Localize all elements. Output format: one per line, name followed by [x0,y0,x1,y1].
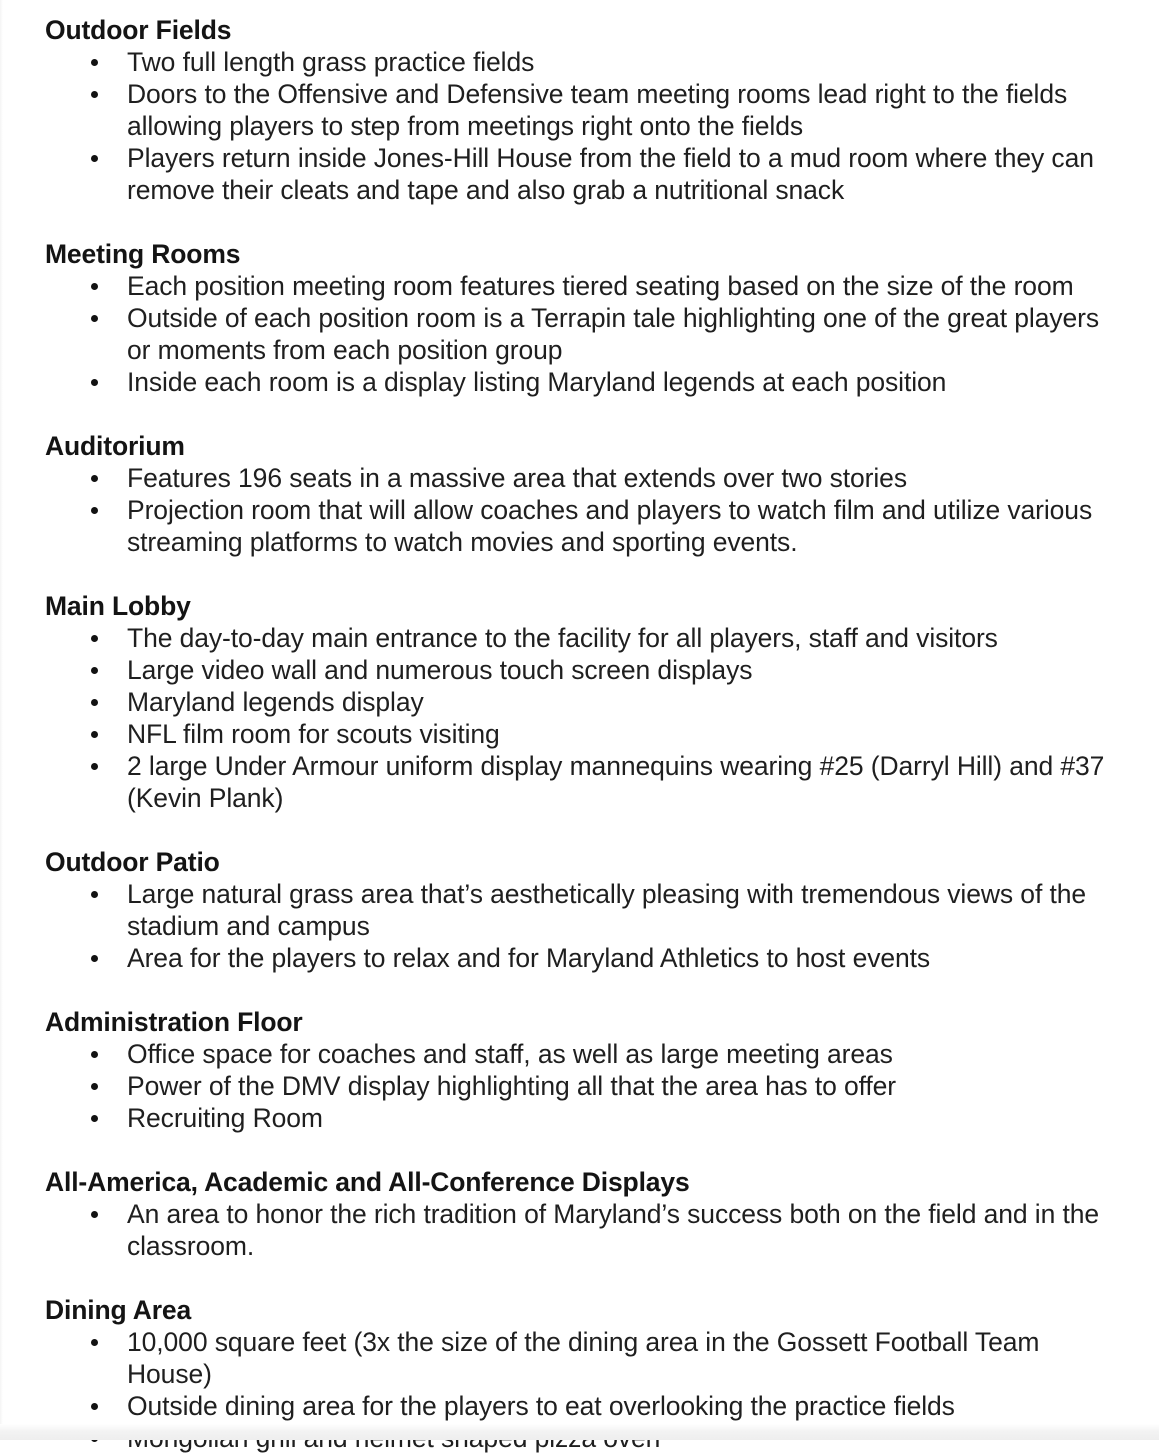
list-item-text: An area to honor the rich tradition of Maryland’s success both on the field and in the classroom. [127,1199,1100,1261]
list-item [45,142,1105,206]
list-item-text: Doors to the Offensive and Defensive team meeting rooms lead right to the fields allowing players to step from meetings right onto the fields [127,79,1068,141]
list-item-text: Outside dining area for the players to eat overlooking the practice fields [127,1391,955,1421]
page-bottom-edge [0,1424,1159,1440]
list-item-text: Large natural grass area that’s aesthetically pleasing with tremendous views of the stadium and campus [127,879,1087,941]
bullet-dot-icon [91,283,98,290]
list-item [45,366,1105,398]
document-section [45,846,1105,974]
list-item [45,302,1105,366]
page-left-edge [0,0,3,1440]
document-section [45,14,1105,206]
list-item [45,750,1105,814]
list-item-text: NFL film room for scouts visiting [127,719,500,749]
list-item-text: Power of the DMV display highlighting all that the area has to offer [127,1071,897,1101]
bullet-dot-icon [91,667,98,674]
list-item-text: 10,000 square feet (3x the size of the dining area in the Gossett Football Team House) [127,1327,1040,1389]
document-section [45,430,1105,558]
list-item [45,46,1105,78]
list-item [45,1102,1105,1134]
list-item-text: Large video wall and numerous touch screen displays [127,655,753,685]
document-section [45,590,1105,814]
bullet-dot-icon [91,475,98,482]
bullet-dot-icon [91,1339,98,1346]
bullet-list [45,462,1105,558]
list-item [45,1390,1105,1422]
bullet-dot-icon [91,1115,98,1122]
bullet-dot-icon [91,1403,98,1410]
list-item-text: Each position meeting room features tiered seating based on the size of the room [127,271,1074,301]
bullet-dot-icon [91,315,98,322]
bullet-dot-icon [91,91,98,98]
bullet-dot-icon [91,155,98,162]
bullet-dot-icon [91,59,98,66]
bullet-dot-icon [91,507,98,514]
list-item-text: Outside of each position room is a Terrapin tale highlighting one of the great players or moments from each position group [127,303,1100,365]
list-item-text: Features 196 seats in a massive area that extends over two stories [127,463,907,493]
bullet-list [45,622,1105,814]
list-item [45,622,1105,654]
bullet-dot-icon [91,699,98,706]
list-item-text: Players return inside Jones-Hill House from the field to a mud room where they can remove their cleats and tape and also grab a nutritional snack [127,143,1094,205]
list-item-text: The day-to-day main entrance to the facility for all players, staff and visitors [127,623,998,653]
list-item [45,942,1105,974]
bullet-dot-icon [91,1083,98,1090]
list-item-text: Recruiting Room [127,1103,323,1133]
section-heading: Outdoor Fields [45,15,232,45]
list-item [45,686,1105,718]
bullet-dot-icon [91,1211,98,1218]
bullet-dot-icon [91,955,98,962]
bullet-dot-icon [91,379,98,386]
bullet-dot-icon [91,635,98,642]
bullet-list [45,1198,1105,1262]
bullet-dot-icon [91,763,98,770]
document-section [45,1166,1105,1262]
document-body [45,14,1105,1454]
list-item-text: 2 large Under Armour uniform display mannequins wearing #25 (Darryl Hill) and #37 (Kevin Plank) [127,751,1105,813]
document-section [45,238,1105,398]
bullet-dot-icon [91,731,98,738]
section-heading: Outdoor Patio [45,847,220,877]
list-item [45,78,1105,142]
list-item [45,494,1105,558]
bullet-list [45,1038,1105,1134]
bullet-list [45,46,1105,206]
section-heading: Main Lobby [45,591,191,621]
list-item [45,718,1105,750]
list-item-text: Office space for coaches and staff, as well as large meeting areas [127,1039,893,1069]
list-item [45,270,1105,302]
section-heading: All-America, Academic and All-Conference Displays [45,1167,690,1197]
list-item-text: Area for the players to relax and for Maryland Athletics to host events [127,943,931,973]
list-item [45,1070,1105,1102]
list-item-text: Two full length grass practice fields [127,47,535,77]
bullet-dot-icon [91,1051,98,1058]
list-item [45,654,1105,686]
list-item-text: Inside each room is a display listing Maryland legends at each position [127,367,947,397]
document-section [45,1006,1105,1134]
bullet-dot-icon [91,891,98,898]
section-heading: Dining Area [45,1295,192,1325]
section-heading: Meeting Rooms [45,239,241,269]
list-item-text: Maryland legends display [127,687,424,717]
list-item [45,878,1105,942]
bullet-list [45,878,1105,974]
bullet-list [45,270,1105,398]
section-heading: Administration Floor [45,1007,303,1037]
list-item [45,1038,1105,1070]
section-heading: Auditorium [45,431,185,461]
list-item [45,1326,1105,1390]
list-item-text: Projection room that will allow coaches and players to watch film and utilize various streaming platforms to watch movies and sporting events. [127,495,1093,557]
list-item [45,462,1105,494]
list-item [45,1198,1105,1262]
